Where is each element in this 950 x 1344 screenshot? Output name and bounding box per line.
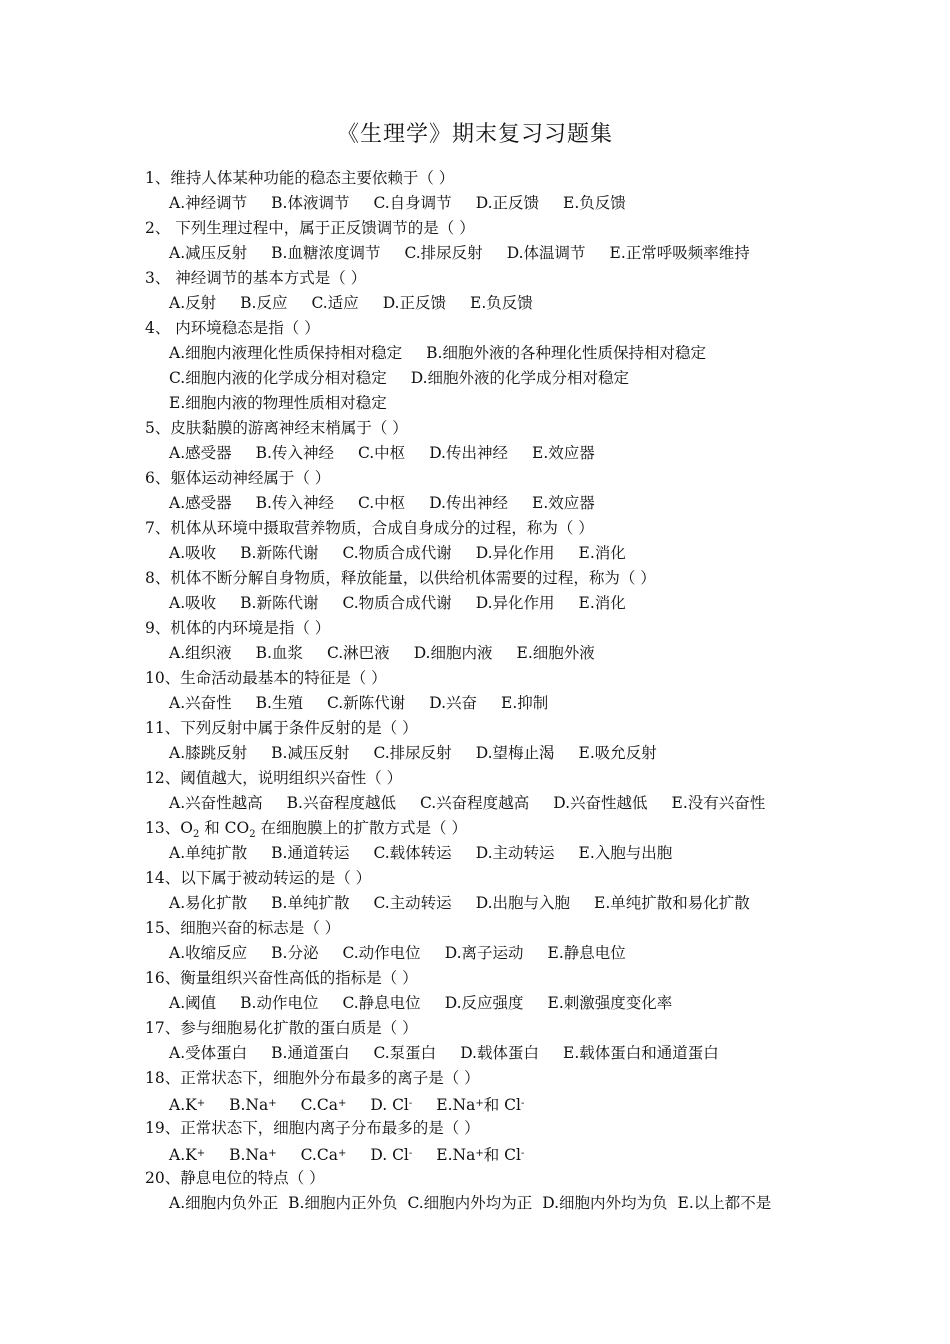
question-number: 20、 (145, 1169, 181, 1187)
option: C.物质合成代谢 (342, 594, 452, 612)
options-row (145, 641, 845, 666)
option: D.正反馈 (382, 294, 446, 312)
question-stem (145, 566, 845, 591)
option-text: A.K (169, 1096, 197, 1114)
option: C.泵蛋白 (373, 1044, 437, 1062)
question-item (145, 616, 845, 666)
option: B.新陈代谢 (240, 594, 319, 612)
question-number: 6、 (145, 469, 171, 487)
question-stem (145, 216, 845, 241)
option: D.出胞与入胞 (475, 894, 571, 912)
question-item (145, 216, 845, 266)
question-stem (145, 616, 845, 641)
options-row (145, 941, 845, 966)
option: D.离子运动 (444, 944, 524, 962)
question-item (145, 516, 845, 566)
option: A.感受器 (169, 444, 232, 462)
option: A.膝跳反射 (169, 744, 248, 762)
option: D.反应强度 (444, 994, 524, 1012)
question-number: 2、 (145, 219, 171, 237)
question-text: 神经调节的基本方式是（ ） (170, 269, 367, 287)
question-number: 13、 (145, 819, 181, 837)
question-number: 4、 (145, 319, 171, 337)
options-row (145, 366, 845, 391)
question-number: 11、 (145, 719, 181, 737)
options-row (145, 791, 845, 816)
option: B.兴奋程度越低 (286, 794, 396, 812)
question-item (145, 566, 845, 616)
question-text: 躯体运动神经属于（ ） (170, 469, 331, 487)
option: E.负反馈 (470, 294, 533, 312)
option: B.通道蛋白 (271, 1044, 350, 1062)
question-stem (145, 1166, 845, 1191)
option: E.吸允反射 (578, 744, 657, 762)
question-number: 8、 (145, 569, 171, 587)
option: E.没有兴奋性 (671, 794, 766, 812)
options-row (145, 1041, 845, 1066)
option: D.正反馈 (475, 194, 540, 212)
option: D.载体蛋白 (460, 1044, 539, 1062)
option: B.传入神经 (255, 494, 334, 512)
option: D.传出神经 (429, 444, 508, 462)
option: E.入胞与出胞 (578, 844, 673, 862)
question-number: 1、 (145, 169, 171, 187)
ion-charge: - (408, 1098, 413, 1109)
question-text: 机体从环境中摄取营养物质，合成自身成分的过程，称为（ ） (170, 519, 594, 537)
ion-charge: + (268, 1148, 277, 1159)
option-text: A.K (169, 1146, 197, 1164)
option: E.正常呼吸频率维持 (609, 244, 750, 262)
option: A.吸收 (169, 594, 217, 612)
option: A.神经调节 (169, 194, 248, 212)
option: C.中枢 (357, 444, 406, 462)
option: A.阈值 (169, 994, 217, 1012)
question-stem (145, 666, 845, 691)
question-number: 19、 (145, 1119, 181, 1137)
page-title: 《生理学》期末复习习题集 (336, 122, 613, 147)
question-item (145, 916, 845, 966)
question-item (145, 266, 845, 316)
question-item (145, 866, 845, 916)
option: E.静息电位 (547, 944, 626, 962)
option: B.分泌 (271, 944, 319, 962)
question-item (145, 416, 845, 466)
question-item (145, 816, 845, 866)
option: C.细胞内液的化学成分相对稳定 (169, 369, 387, 387)
question-item (145, 466, 845, 516)
option (436, 1141, 524, 1168)
option: C.排尿反射 (373, 744, 452, 762)
option (229, 1141, 277, 1168)
option (436, 1091, 524, 1118)
question-item (145, 766, 845, 816)
options-row (145, 541, 845, 566)
option: A.反射 (169, 294, 217, 312)
option (169, 1091, 205, 1118)
option-text: B.Na (229, 1096, 269, 1114)
option-text: E.Na (436, 1096, 476, 1114)
option: D.体温调节 (506, 244, 586, 262)
options-row (145, 291, 845, 316)
option: D.细胞内外均为负 (542, 1194, 668, 1212)
question-text: 机体的内环境是指（ ） (170, 619, 331, 637)
options-row (145, 191, 845, 216)
question-stem (145, 916, 845, 941)
option: C.淋巴液 (326, 644, 390, 662)
question-number: 18、 (145, 1069, 181, 1087)
question-text: 细胞兴奋的标志是（ ） (180, 919, 341, 937)
options-row (145, 991, 845, 1016)
option: D.望梅止渴 (475, 744, 555, 762)
option: C.中枢 (357, 494, 406, 512)
question-item (145, 966, 845, 1016)
question-text: 下列反射中属于条件反射的是（ ） (180, 719, 418, 737)
ion-charge: + (268, 1098, 277, 1109)
question-text-part: 在细胞膜上的扩散方式是（ ） (255, 819, 467, 837)
ion-charge: + (196, 1148, 206, 1159)
option: C.主动转运 (373, 894, 452, 912)
options-row (145, 341, 845, 366)
ion-charge: + (337, 1148, 347, 1159)
question-stem (145, 1116, 845, 1141)
question-text: 机体不断分解自身物质，释放能量，以供给机体需要的过程，称为（ ） (170, 569, 656, 587)
option: E.负反馈 (563, 194, 626, 212)
question-item (145, 716, 845, 766)
option: D.兴奋 (429, 694, 478, 712)
ion-charge: - (520, 1148, 525, 1159)
option: C.物质合成代谢 (342, 544, 452, 562)
question-stem (145, 766, 845, 791)
option: C.适应 (311, 294, 359, 312)
option: B.传入神经 (255, 444, 334, 462)
options-row (145, 741, 845, 766)
option: D.主动转运 (475, 844, 555, 862)
option: B.动作电位 (240, 994, 319, 1012)
ion-charge: + (196, 1098, 206, 1109)
question-item (145, 1016, 845, 1066)
option: B.细胞内正外负 (288, 1194, 398, 1212)
option: A.减压反射 (169, 244, 248, 262)
option: A.兴奋性越高 (169, 794, 263, 812)
question-stem (145, 516, 845, 541)
question-text: 正常状态下，细胞外分布最多的离子是（ ） (180, 1069, 480, 1087)
option: B.新陈代谢 (240, 544, 319, 562)
options-row (145, 441, 845, 466)
option: A.组织液 (169, 644, 232, 662)
options-row (145, 891, 845, 916)
options-row (145, 491, 845, 516)
option-text: C.Ca (300, 1146, 338, 1164)
option: B.血浆 (255, 644, 303, 662)
option: B.细胞外液的各种理化性质保持相对稳定 (426, 344, 706, 362)
option: C.载体转运 (373, 844, 452, 862)
option: E.以上都不是 (677, 1194, 772, 1212)
ion-charge: - (408, 1148, 413, 1159)
question-stem (145, 166, 845, 191)
option-text: D. Cl (370, 1096, 409, 1114)
question-text: 下列生理过程中，属于正反馈调节的是（ ） (170, 219, 475, 237)
option: D.细胞外液的化学成分相对稳定 (410, 369, 630, 387)
option: A.兴奋性 (169, 694, 232, 712)
question-number: 5、 (145, 419, 171, 437)
options-row (145, 591, 845, 616)
option-text: 和 Cl (483, 1146, 521, 1164)
question-text: 以下属于被动转运的是（ ） (180, 869, 372, 887)
option: D.异化作用 (475, 594, 555, 612)
option: C.新陈代谢 (326, 694, 406, 712)
option (301, 1141, 347, 1168)
option: A.吸收 (169, 544, 217, 562)
question-text-part: O (180, 819, 193, 837)
option: C.静息电位 (342, 994, 421, 1012)
question-number: 16、 (145, 969, 181, 987)
question-item (145, 1116, 845, 1166)
option (229, 1091, 277, 1118)
option: E.效应器 (532, 444, 595, 462)
option-text: C.Ca (300, 1096, 338, 1114)
question-stem (145, 266, 845, 291)
question-stem (145, 466, 845, 491)
options-row (145, 1091, 845, 1116)
options-row (145, 241, 845, 266)
option-text: B.Na (229, 1146, 269, 1164)
question-number: 12、 (145, 769, 181, 787)
option: E.效应器 (532, 494, 595, 512)
option: A.易化扩散 (169, 894, 248, 912)
options-row (145, 1141, 845, 1166)
ion-charge: + (337, 1098, 347, 1109)
question-number: 15、 (145, 919, 181, 937)
question-text: 内环境稳态是指（ ） (170, 319, 320, 337)
option: D.异化作用 (475, 544, 555, 562)
option: B.反应 (240, 294, 288, 312)
question-item (145, 1166, 845, 1216)
option: C.动作电位 (342, 944, 421, 962)
option: B.生殖 (255, 694, 303, 712)
option: B.体液调节 (271, 194, 350, 212)
subscript: 2 (192, 829, 200, 840)
ion-charge: - (520, 1098, 525, 1109)
subscript: 2 (249, 829, 256, 840)
option-text: D. Cl (370, 1146, 409, 1164)
option: E.刺激强度变化率 (547, 994, 673, 1012)
question-item (145, 316, 845, 416)
question-text: 衡量组织兴奋性高低的指标是（ ） (180, 969, 418, 987)
option: C.细胞内外均为正 (407, 1194, 533, 1212)
question-number: 7、 (145, 519, 171, 537)
option: A.感受器 (169, 494, 232, 512)
option: E.细胞外液 (516, 644, 595, 662)
question-stem (145, 816, 845, 841)
ion-charge: + (475, 1098, 484, 1109)
question-item (145, 166, 845, 216)
question-item (145, 666, 845, 716)
options-row (145, 1191, 845, 1216)
options-row (145, 691, 845, 716)
option: E.抑制 (501, 694, 549, 712)
option: E.细胞内液的物理性质相对稳定 (169, 394, 387, 412)
question-stem (145, 1016, 845, 1041)
question-text: 皮肤黏膜的游离神经末梢属于（ ） (170, 419, 408, 437)
option: B.减压反射 (271, 744, 350, 762)
question-stem (145, 966, 845, 991)
option (301, 1091, 347, 1118)
option: E.单纯扩散和易化扩散 (594, 894, 750, 912)
question-number: 3、 (145, 269, 171, 287)
question-text: 正常状态下，细胞内离子分布最多的是（ ） (180, 1119, 480, 1137)
option: D.兴奋性越低 (553, 794, 648, 812)
question-text: 静息电位的特点（ ） (180, 1169, 325, 1187)
question-stem (145, 316, 845, 341)
question-stem (145, 866, 845, 891)
question-number: 17、 (145, 1019, 181, 1037)
option: A.收缩反应 (169, 944, 248, 962)
option: B.通道转运 (271, 844, 350, 862)
question-number: 10、 (145, 669, 181, 687)
question-number: 9、 (145, 619, 171, 637)
option: B.单纯扩散 (271, 894, 350, 912)
option-text: 和 Cl (483, 1096, 521, 1114)
question-text: 参与细胞易化扩散的蛋白质是（ ） (180, 1019, 418, 1037)
option-text: E.Na (436, 1146, 476, 1164)
option: A.细胞内液理化性质保持相对稳定 (169, 344, 403, 362)
option: A.单纯扩散 (169, 844, 248, 862)
question-item (145, 1066, 845, 1116)
option (370, 1141, 412, 1168)
option: C.兴奋程度越高 (419, 794, 530, 812)
question-text: 维持人体某种功能的稳态主要依赖于（ ） (170, 169, 455, 187)
option: C.自身调节 (373, 194, 452, 212)
option: E.载体蛋白和通道蛋白 (563, 1044, 719, 1062)
question-text: 阈值越大，说明组织兴奋性（ ） (180, 769, 403, 787)
option: D.传出神经 (429, 494, 508, 512)
question-text: 生命活动最基本的特征是（ ） (180, 669, 387, 687)
option (370, 1091, 412, 1118)
question-number: 14、 (145, 869, 181, 887)
options-row (145, 391, 845, 416)
option: E.消化 (578, 594, 626, 612)
question-list (145, 166, 845, 1216)
option: E.消化 (578, 544, 626, 562)
question-text-part: 和 CO (199, 819, 250, 837)
options-row (145, 841, 845, 866)
option: D.细胞内液 (413, 644, 493, 662)
question-stem (145, 1066, 845, 1091)
option: A.受体蛋白 (169, 1044, 248, 1062)
option: B.血糖浓度调节 (271, 244, 381, 262)
option: C.排尿反射 (404, 244, 483, 262)
option (169, 1141, 205, 1168)
question-stem (145, 716, 845, 741)
option: A.细胞内负外正 (169, 1194, 279, 1212)
ion-charge: + (475, 1148, 484, 1159)
question-stem (145, 416, 845, 441)
